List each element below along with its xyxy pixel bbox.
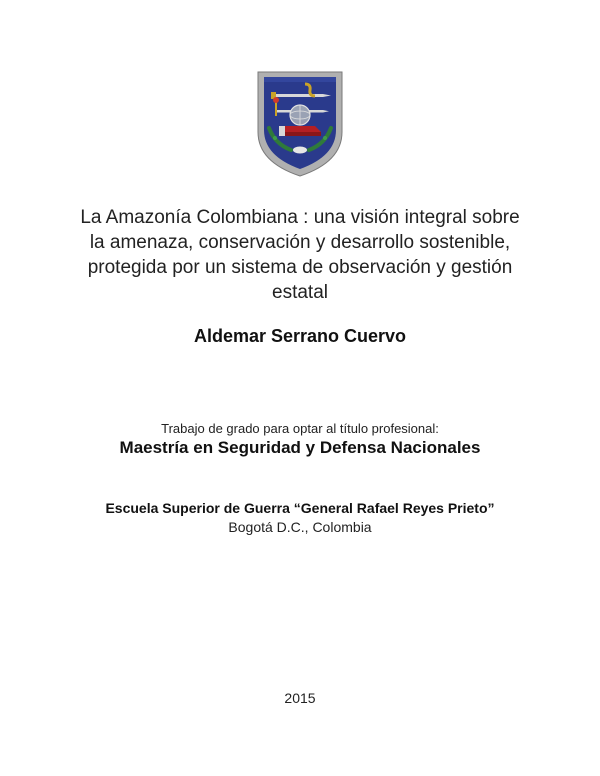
- institution-crest-icon: [255, 70, 345, 178]
- publication-year: 2015: [284, 690, 316, 706]
- city-line: Bogotá D.C., Colombia: [228, 519, 372, 535]
- degree-name: Maestría en Seguridad y Defensa Nacionales: [119, 438, 481, 457]
- degree-intro: Trabajo de grado para optar al título profesional:: [161, 421, 439, 436]
- thesis-title: La Amazonía Colombiana : una visión integral sobre la amenaza, conservación y desarrollo sostenible, protegida por un sistema de observación y gestión estatal: [80, 207, 520, 303]
- institution-name: Escuela Superior de Guerra “General Rafael Reyes Prieto”: [105, 500, 495, 516]
- author-name: Aldemar Serrano Cuervo: [193, 326, 407, 346]
